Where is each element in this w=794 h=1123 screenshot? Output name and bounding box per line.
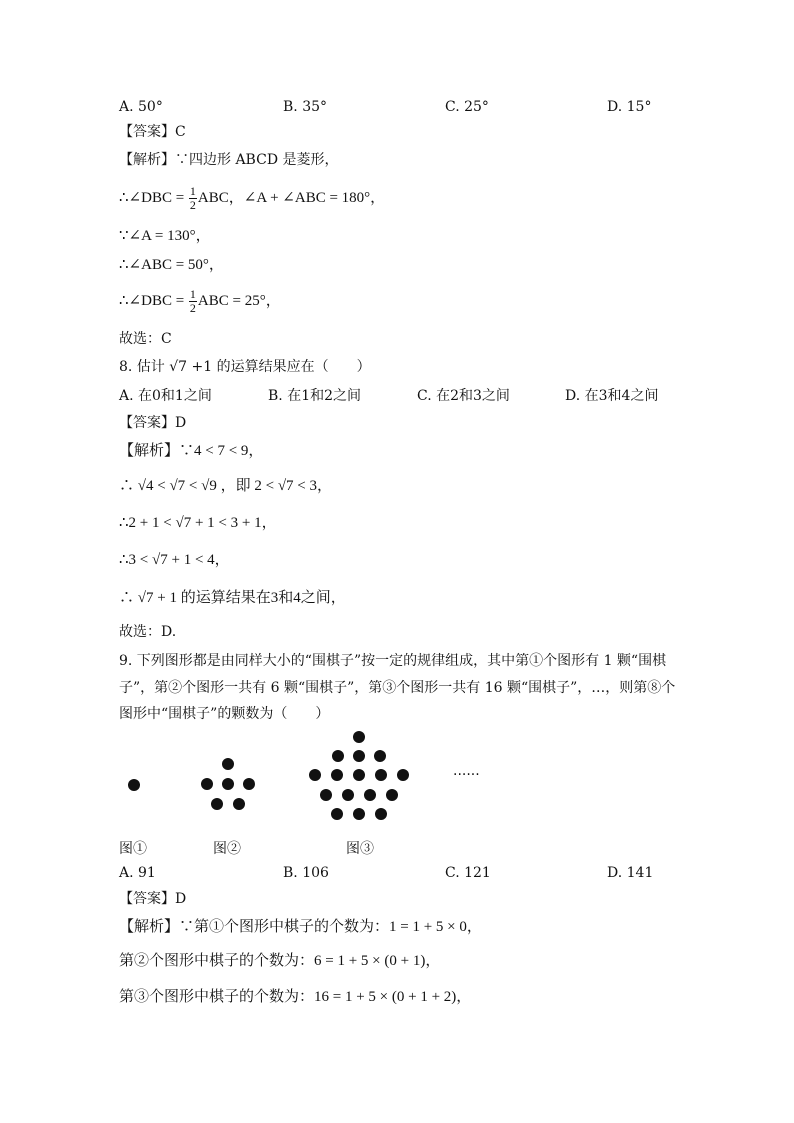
q7-option-d: D. 15° — [607, 99, 652, 115]
stone — [243, 778, 255, 790]
q7-analysis-line-3: ∵∠A = 130°， — [119, 228, 211, 244]
q8-conclusion: 故选：D. — [119, 624, 177, 640]
caption-figure-2: 图② — [213, 841, 241, 857]
fraction-half — [189, 185, 197, 212]
figure-2-stones — [201, 758, 255, 810]
fraction-half — [189, 288, 197, 315]
q7-conclusion: 故选：C — [119, 331, 172, 347]
q9-answer: 【答案】D — [119, 891, 187, 907]
q8-option-c: C. 在2和3之间 — [417, 388, 510, 404]
q8-option-d: D. 在3和4之间 — [565, 388, 659, 404]
stone — [374, 750, 386, 762]
stone — [375, 769, 387, 781]
q9-stem-line-3: 图形中“围棋子”的颗数为（ ） — [119, 706, 330, 722]
stone — [386, 789, 398, 801]
stone — [211, 798, 223, 810]
q7-formula-suffix-2: ABC = 25°， — [197, 292, 281, 309]
q7-analysis-line-1: 【解析】∵四边形 ABCD 是菱形， — [119, 152, 339, 168]
q8-analysis-line-4: ∴3 < √7 + 1 < 4， — [119, 552, 230, 568]
fraction-numerator: 1 — [189, 184, 196, 198]
q8-option-b: B. 在1和2之间 — [268, 388, 362, 404]
stone — [332, 750, 344, 762]
q7-option-b: B. 35° — [283, 99, 328, 115]
q8-analysis-line-2: ∴ √4 < √7 < √9 ，即 2 < √7 < 3， — [119, 478, 333, 494]
q8-answer: 【答案】D — [119, 415, 187, 431]
caption-figure-1: 图① — [119, 841, 147, 857]
stone — [375, 808, 387, 820]
fraction-numerator: 1 — [189, 287, 196, 301]
q8-analysis-line-1: 【解析】∵4 < 7 < 9， — [119, 443, 264, 459]
q8-analysis-line-3: ∴2 + 1 < √7 + 1 < 3 + 1， — [119, 515, 277, 531]
q7-option-c: C. 25° — [445, 99, 489, 115]
q7-formula-suffix-1: ABC，∠A + ∠ABC = 180°， — [197, 189, 386, 206]
q8-analysis-line-5: ∴ √7 + 1 的运算结果在3和4之间， — [119, 590, 346, 606]
stone — [222, 778, 234, 790]
caption-figure-3: 图③ — [346, 841, 374, 857]
figure-3-stones — [309, 731, 409, 820]
q7-analysis-line-4: ∴∠ABC = 50°， — [119, 257, 224, 273]
q7-formula-prefix-1: ∴∠DBC = — [119, 189, 188, 206]
q9-stem-line-2: 子”，第②个图形一共有 6 颗“围棋子”，第③个图形一共有 16 颗“围棋子”，…，则第⑧个 — [119, 680, 676, 696]
stone — [201, 778, 213, 790]
stone — [128, 779, 140, 791]
go-stones-figures — [119, 725, 519, 835]
stone — [353, 750, 365, 762]
q7-option-a: A. 50° — [119, 99, 163, 115]
q9-option-b: B. 106 — [283, 865, 329, 881]
q9-analysis-line-2: 第②个图形中棋子的个数为：6 = 1 + 5 × (0 + 1)， — [119, 953, 441, 969]
figure-ellipsis: ······ — [453, 767, 480, 783]
stone — [364, 789, 376, 801]
q9-option-d: D. 141 — [607, 865, 654, 881]
q9-option-c: C. 121 — [445, 865, 491, 881]
stone — [353, 769, 365, 781]
q9-stem-line-1: 9. 下列图形都是由同样大小的“围棋子”按一定的规律组成，其中第①个图形有 1 颗“围棋 — [119, 653, 667, 669]
q7-answer: 【答案】C — [119, 124, 186, 140]
stone — [353, 808, 365, 820]
stone — [222, 758, 234, 770]
stone — [233, 798, 245, 810]
q9-option-a: A. 91 — [119, 865, 156, 881]
stone — [320, 789, 332, 801]
q7-formula-prefix-2: ∴∠DBC = — [119, 292, 188, 309]
stone — [353, 731, 365, 743]
q9-analysis-line-1: 【解析】∵第①个图形中棋子的个数为：1 = 1 + 5 × 0， — [119, 919, 482, 935]
fraction-denominator: 2 — [189, 301, 196, 315]
fraction-denominator: 2 — [189, 198, 196, 212]
q8-option-a: A. 在0和1之间 — [119, 388, 212, 404]
stone — [397, 769, 409, 781]
stone — [331, 769, 343, 781]
stone — [309, 769, 321, 781]
stone — [342, 789, 354, 801]
q8-stem: 8. 估计 √7 +1 的运算结果应在（ ） — [119, 359, 371, 375]
stone — [331, 808, 343, 820]
q9-analysis-line-3: 第③个图形中棋子的个数为：16 = 1 + 5 × (0 + 1 + 2)， — [119, 989, 472, 1005]
q7-analysis-line-2 — [119, 185, 385, 212]
q7-analysis-line-5 — [119, 288, 281, 315]
